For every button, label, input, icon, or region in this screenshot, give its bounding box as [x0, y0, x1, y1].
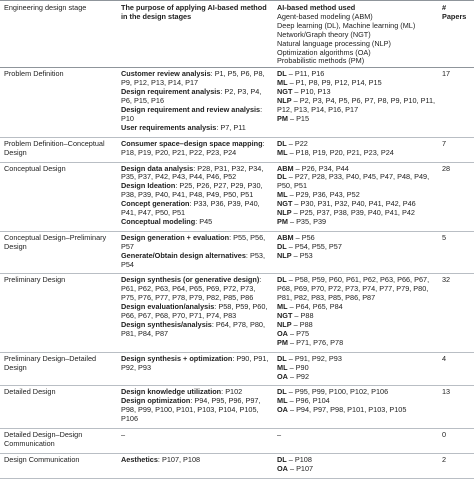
purpose-item [121, 124, 271, 133]
purpose-label: Design synthesis + optimization [121, 353, 233, 363]
purpose-item [121, 252, 271, 270]
method-cell [273, 137, 438, 162]
purpose-cell [117, 274, 273, 352]
method-refs: – P26, P34, P44 [293, 163, 349, 173]
method-item [277, 218, 436, 227]
stage-cell: Problem Definition [0, 68, 117, 137]
purpose-item [121, 303, 271, 321]
purpose-label: Design evaluation/analysis [121, 302, 215, 312]
purpose-label: User requirements analysis [121, 122, 217, 132]
purpose-refs: : P1, P5, P6, P8, P9, P12, P13, P14, P17 [121, 69, 265, 88]
method-label: DL [277, 69, 287, 79]
stage-cell: Problem Definition–Conceptual Design [0, 137, 117, 162]
papers-count: 0 [438, 429, 474, 454]
purpose-refs: : P2, P3, P4, P6, P15, P16 [121, 87, 262, 106]
method-label: OA [277, 328, 288, 338]
stage-cell: Design Communication [0, 453, 117, 478]
header-method [273, 1, 438, 68]
purpose-label: Design synthesis/analysis [121, 320, 212, 329]
papers-count: 32 [438, 274, 474, 352]
method-cell [273, 68, 438, 137]
method-cell [273, 453, 438, 478]
purpose-item [121, 88, 271, 106]
method-item [277, 406, 436, 415]
method-label: NLP [277, 96, 292, 106]
method-label: DL [277, 241, 287, 251]
stage-cell: Conceptual Design [0, 162, 117, 231]
method-refs: – P18, P19, P20, P21, P23, P24 [287, 147, 394, 157]
header-method-legend-2: Network/Graph theory (NGT) [277, 29, 371, 39]
method-refs: – P15 [287, 113, 310, 123]
purpose-item [121, 397, 271, 424]
method-cell [273, 429, 438, 454]
purpose-item [121, 106, 271, 124]
method-item [277, 173, 436, 191]
table-header [0, 1, 474, 68]
method-refs: – P95, P99, P100, P102, P106 [286, 387, 389, 397]
method-refs: – P92 [287, 371, 310, 381]
method-refs: – P56 [293, 232, 315, 242]
method-label: DL [277, 275, 287, 285]
method-label: ABM [277, 232, 294, 242]
header-stage: Engineering design stage [0, 1, 117, 68]
method-refs: – P35, P39 [287, 216, 327, 226]
method-cell [273, 352, 438, 386]
stage-cell: Conceptual Design–Preliminary Design [0, 231, 117, 274]
purpose-label: Conceptual modeling [121, 216, 196, 226]
method-label: OA [277, 405, 288, 415]
purpose-item [121, 234, 271, 252]
method-refs: – P88 [292, 311, 314, 321]
method-refs: – P1, P8, P9, P12, P14, P15 [287, 78, 382, 88]
stage-cell: Preliminary Design–Detailed Design [0, 352, 117, 386]
method-refs: – P88 [291, 320, 313, 329]
table-row [0, 453, 474, 478]
method-refs: – P53 [291, 250, 313, 260]
purpose-refs: : P90, P91, P92, P93 [121, 353, 269, 372]
method-refs: – P75 [287, 328, 310, 338]
purpose-refs: : P18, P19, P20, P21, P22, P23, P24 [121, 138, 265, 157]
method-refs: – P22 [286, 138, 308, 148]
table-row [0, 352, 474, 386]
method-refs: – P108 [286, 454, 312, 464]
method-cell [273, 231, 438, 274]
method-refs: – P96, P104 [287, 396, 330, 406]
method-refs: – P29, P36, P43, P52 [287, 190, 360, 200]
purpose-label: Consumer space–design space mapping [121, 138, 263, 148]
purpose-refs: : P58, P59, P60, P66, P67, P68, P70, P71, P74, P83 [121, 302, 268, 321]
method-item [277, 373, 436, 382]
method-label: ABM [277, 163, 294, 173]
purpose-refs: : P25, P26, P27, P29, P30, P38, P39, P40, P41, P48, P49, P50, P51 [121, 181, 263, 200]
method-label: NGT [277, 311, 293, 321]
method-label: ML [277, 362, 288, 372]
purpose-item [121, 182, 271, 200]
method-label: ML [277, 78, 288, 88]
method-refs: – P54, P55, P57 [286, 241, 342, 251]
method-item [277, 252, 436, 261]
table-row [0, 429, 474, 454]
method-label: ML [277, 147, 288, 157]
purpose-label: Design requirement and review analysis [121, 104, 261, 114]
method-label: DL [277, 353, 287, 363]
papers-count: 2 [438, 453, 474, 478]
purpose-item [121, 165, 271, 183]
method-label: ML [277, 396, 288, 406]
purpose-item [121, 70, 271, 88]
method-refs: – P11, P16 [286, 69, 325, 79]
method-label: OA [277, 371, 288, 381]
table-row [0, 274, 474, 352]
purpose-item [121, 321, 271, 339]
method-refs: – P94, P97, P98, P101, P103, P105 [287, 405, 407, 415]
header-method-title: AI-based method used [277, 3, 356, 12]
method-label: NLP [277, 208, 292, 218]
method-label: DL [277, 454, 287, 464]
purpose-item [121, 431, 271, 440]
purpose-label: Design knowledge utilization [121, 387, 222, 397]
purpose-cell [117, 162, 273, 231]
method-refs: – P91, P92, P93 [286, 353, 342, 363]
purpose-cell [117, 429, 273, 454]
method-label: OA [277, 463, 288, 473]
method-refs: – P58, P59, P60, P61, P62, P63, P66, P67, P68, P69, P70, P72, P73, P74, P77, P79, P80, P81, P82, P83, P85, P86, P87 [277, 275, 430, 303]
method-refs: – [277, 430, 282, 440]
method-cell [273, 162, 438, 231]
method-item [277, 115, 436, 124]
purpose-item [121, 218, 271, 227]
purpose-item [121, 355, 271, 373]
table-body [0, 68, 474, 478]
method-refs: – P27, P28, P33, P40, P45, P47, P48, P49, P50, P51 [277, 172, 430, 191]
method-label: PM [277, 113, 288, 123]
purpose-refs: : P102 [221, 387, 243, 397]
method-item [277, 431, 436, 440]
method-item [277, 465, 436, 474]
purpose-item [121, 140, 271, 158]
papers-count: 7 [438, 137, 474, 162]
papers-count: 28 [438, 162, 474, 231]
purpose-label: Design requirement analysis [121, 87, 221, 97]
purpose-label: Concept generation [121, 199, 190, 209]
purpose-refs: : P10 [121, 104, 263, 123]
purpose-cell [117, 137, 273, 162]
method-refs: – P2, P3, P4, P5, P6, P7, P8, P9, P10, P11, P12, P13, P14, P16, P17 [277, 96, 436, 114]
method-label: DL [277, 138, 287, 148]
method-refs: – P10, P13 [292, 87, 331, 97]
table-row [0, 68, 474, 137]
papers-count: 4 [438, 352, 474, 386]
method-refs: – P64, P65, P84 [287, 302, 343, 312]
purpose-label: Design data analysis [121, 163, 194, 173]
method-refs: – P25, P37, P38, P39, P40, P41, P42 [291, 208, 415, 218]
table-row [0, 231, 474, 274]
method-refs: – P71, P76, P78 [287, 337, 344, 347]
purpose-label: Customer review analysis [121, 69, 211, 79]
purpose-label: Aesthetics [121, 454, 158, 464]
header-papers: # Papers [438, 1, 474, 68]
method-refs: – P107 [287, 463, 314, 473]
method-item [277, 276, 436, 303]
purpose-label: Generate/Obtain design alternatives [121, 250, 246, 260]
stage-cell: Detailed Design–Design Communication [0, 429, 117, 454]
purpose-cell [117, 68, 273, 137]
method-label: NLP [277, 250, 292, 260]
papers-count: 13 [438, 386, 474, 429]
purpose-label: Design generation + evaluation [121, 232, 230, 242]
stage-cell: Detailed Design [0, 386, 117, 429]
papers-count: 5 [438, 231, 474, 274]
method-label: PM [277, 337, 288, 347]
method-cell [273, 386, 438, 429]
purpose-refs: : P64, P78, P80, P81, P84, P87 [121, 320, 266, 338]
purpose-refs: : P107, P108 [157, 454, 201, 464]
method-refs: – P90 [287, 362, 309, 372]
purpose-item [121, 276, 271, 303]
papers-count: 17 [438, 68, 474, 137]
purpose-cell [117, 453, 273, 478]
purpose-item [121, 456, 271, 465]
header-purpose: The purpose of applying AI-based method in the design stages [117, 1, 273, 68]
method-refs: – P30, P31, P32, P40, P41, P42, P46 [292, 199, 416, 209]
purpose-refs: : P33, P36, P39, P40, P41, P47, P50, P51 [121, 199, 260, 218]
purpose-label: Design optimization [121, 396, 191, 406]
purpose-refs: : P61, P62, P63, P64, P65, P69, P72, P73, P75, P76, P77, P78, P79, P82, P85, P86 [121, 275, 262, 303]
method-label: PM [277, 216, 288, 226]
header-method-legend-1: Deep learning (DL), Machine learning (ML) [277, 20, 416, 30]
purpose-refs: : P55, P56, P57 [121, 232, 266, 251]
purpose-refs: : P94, P95, P96, P97, P98, P99, P100, P101, P103, P104, P105, P106 [121, 396, 261, 424]
purpose-cell [117, 352, 273, 386]
purpose-refs: : P28, P31, P32, P34, P35, P37, P42, P43, P44, P46, P52 [121, 163, 264, 182]
table-row [0, 137, 474, 162]
method-cell [273, 274, 438, 352]
purpose-refs: : P53, P54 [121, 250, 265, 269]
method-label: NLP [277, 320, 292, 329]
method-label: ML [277, 302, 288, 312]
method-label: DL [277, 387, 287, 397]
purpose-label: Design Ideation [121, 181, 176, 191]
table-row [0, 386, 474, 429]
method-label: NGT [277, 199, 293, 209]
purpose-refs: : P7, P11 [216, 122, 246, 132]
purpose-label: Design synthesis (or generative design) [121, 275, 260, 285]
method-label: DL [277, 172, 287, 182]
stage-cell: Preliminary Design [0, 274, 117, 352]
header-method-legend-5: Probabilistic methods (PM) [277, 56, 365, 66]
method-item [277, 149, 436, 158]
method-item [277, 97, 436, 115]
method-item [277, 339, 436, 348]
purpose-item [121, 200, 271, 218]
purpose-cell [117, 386, 273, 429]
method-label: NGT [277, 87, 293, 97]
purpose-refs: : P45 [195, 216, 213, 226]
method-label: ML [277, 190, 288, 200]
header-method-legend-3: Natural language processing (NLP) [277, 38, 391, 48]
purpose-refs: – [121, 430, 126, 440]
purpose-cell [117, 231, 273, 274]
table-row [0, 162, 474, 231]
header-method-legend-4: Optimization algorithms (OA) [277, 47, 371, 57]
header-method-legend-0: Agent-based modeling (ABM) [277, 11, 373, 21]
